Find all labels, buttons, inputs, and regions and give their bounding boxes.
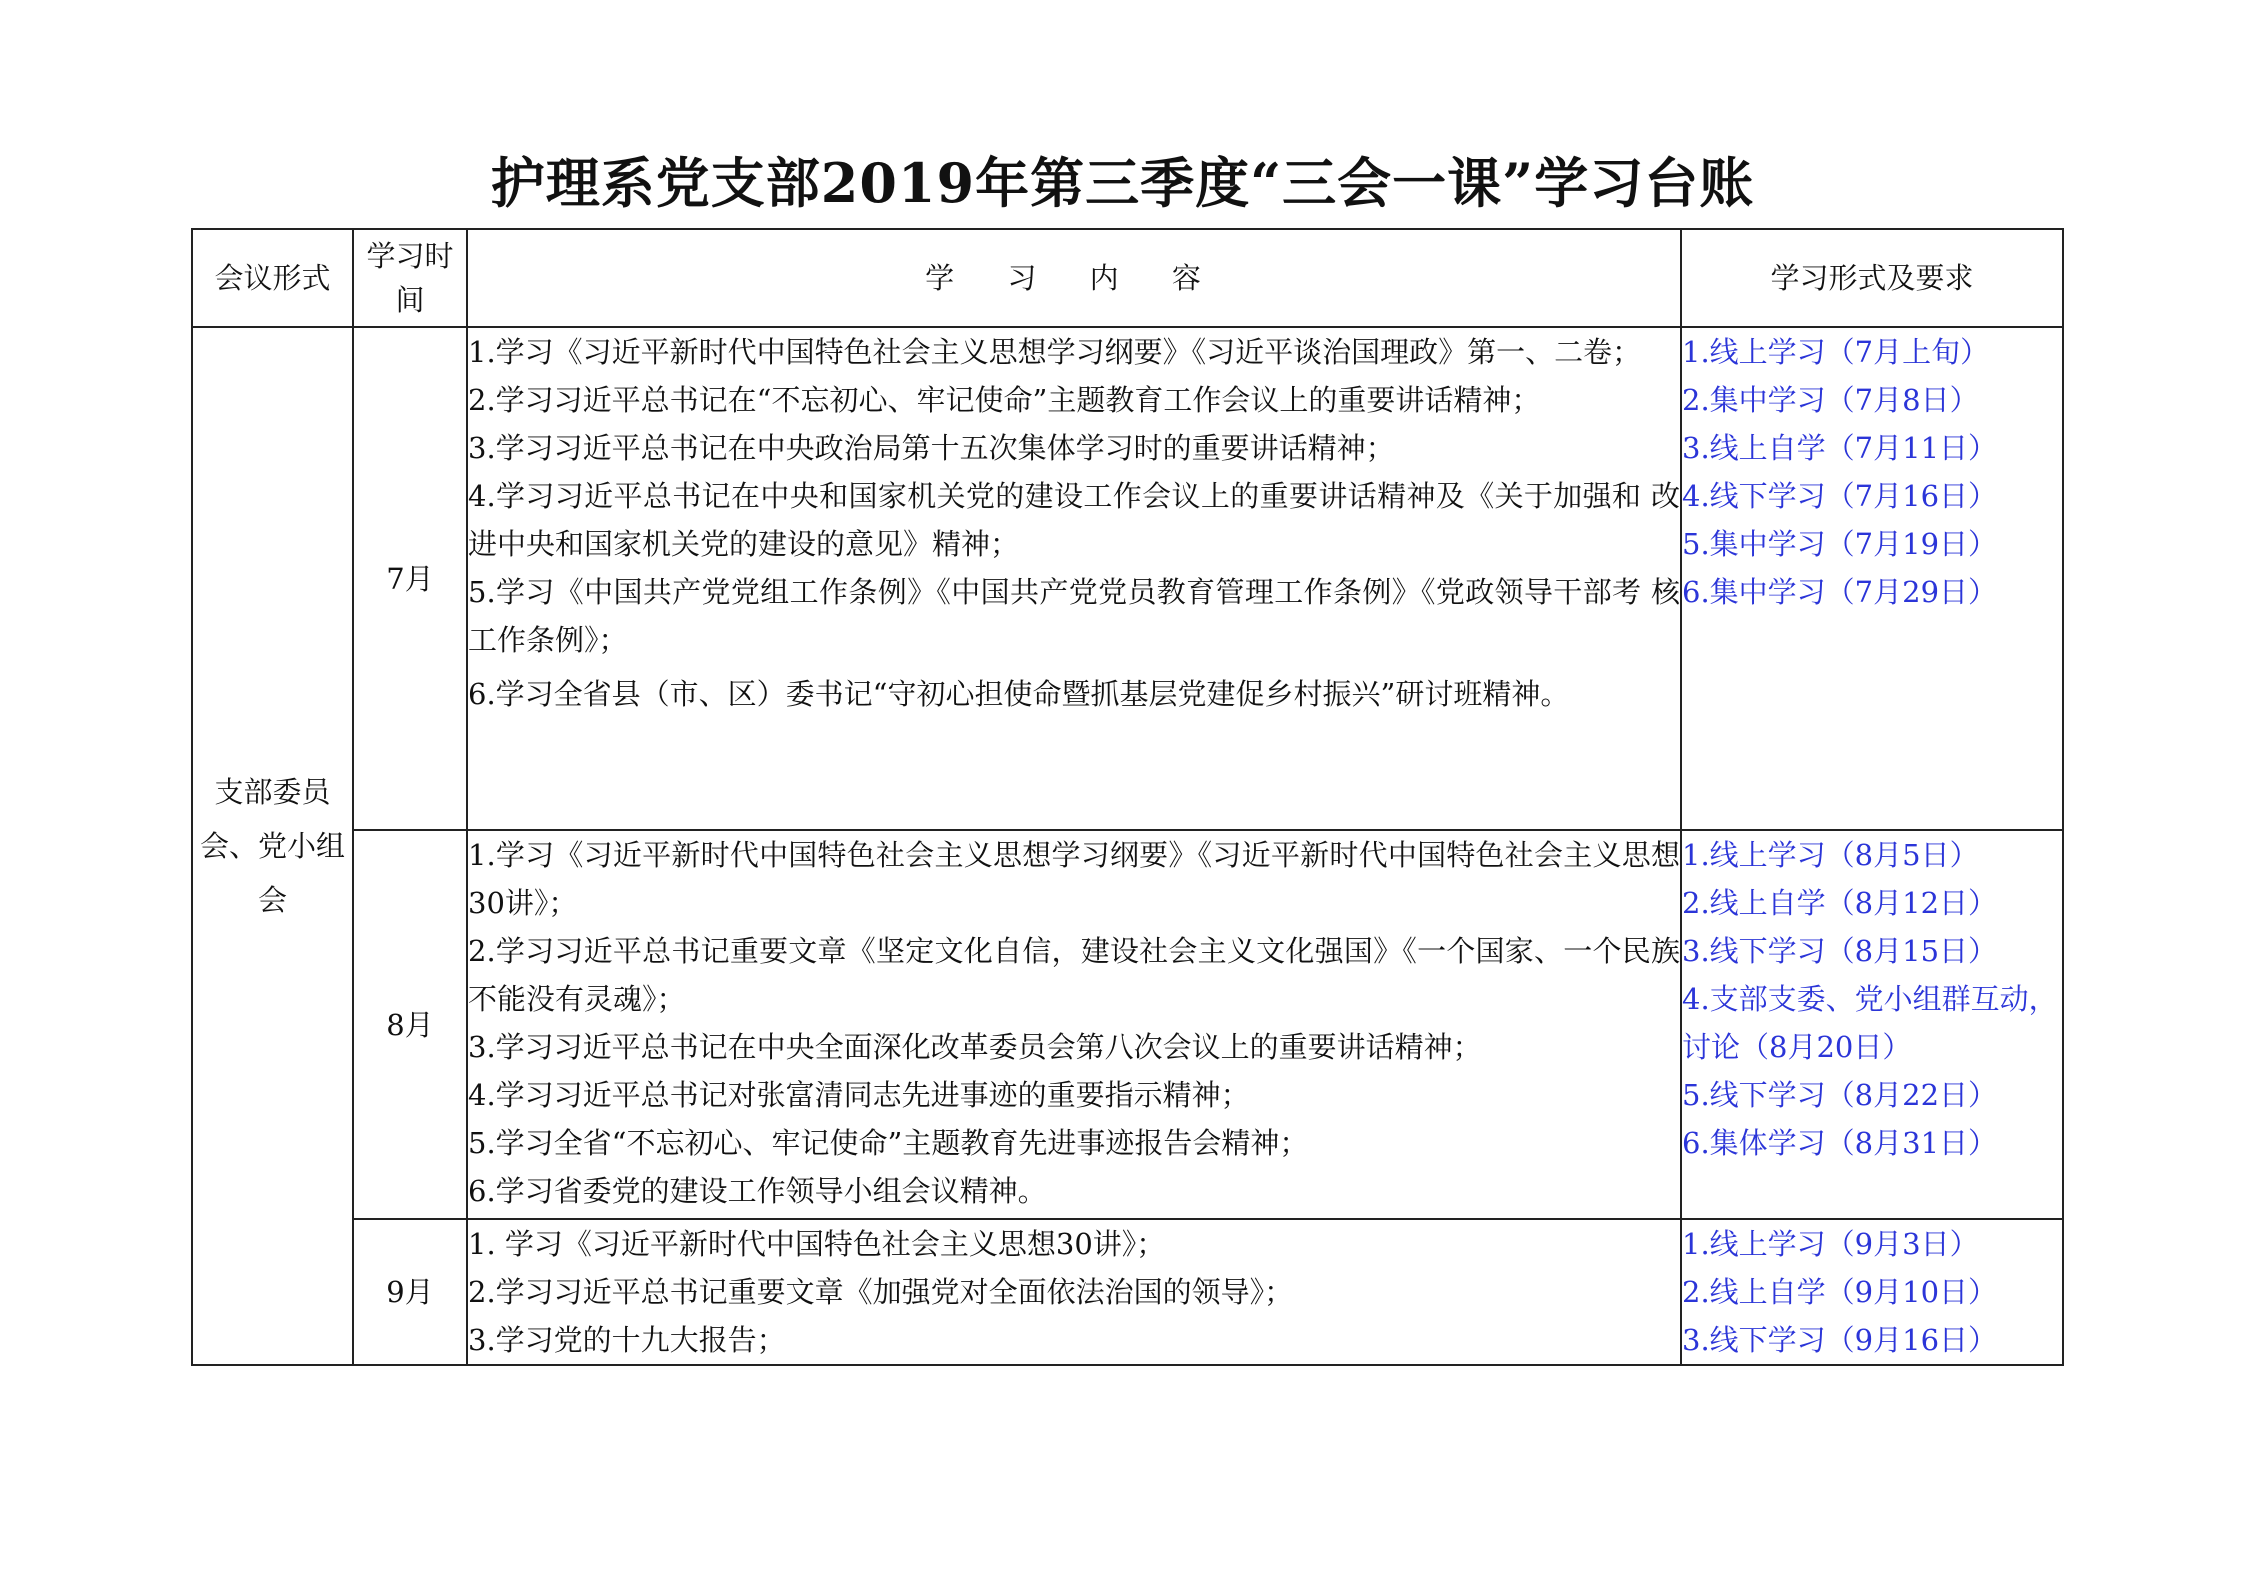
content-item: 2.学习习近平总书记在“不忘初心、牢记使命”主题教育工作会议上的重要讲话精神； xyxy=(468,383,1541,417)
content-cell-july xyxy=(467,327,1681,830)
requirement-item: 4.支部支委、党小组群互动，讨论（8月20日） xyxy=(1682,982,2058,1064)
month-cell-september: 9月 xyxy=(353,1219,467,1365)
requirement-item: 5.线下学习（8月22日） xyxy=(1682,1078,1998,1112)
content-item: 4.学习习近平总书记在中央和国家机关党的建设工作会议上的重要讲话精神及《关于加强和 改进中央和国家机关党的建设的意见》精神； xyxy=(468,479,1680,561)
header-meeting-form: 会议形式 xyxy=(192,229,353,327)
content-item: 2.学习习近平总书记重要文章《坚定文化自信，建设社会主义文化强国》《一个国家、一个民族不能没有灵魂》； xyxy=(468,934,1680,1016)
requirement-item: 2.线上自学（8月12日） xyxy=(1682,886,1998,920)
requirement-item: 1.线上学习（9月3日） xyxy=(1682,1227,1979,1261)
requirement-item: 6.集中学习（7月29日） xyxy=(1682,575,1998,609)
requirement-item: 2.集中学习（7月8日） xyxy=(1682,383,1979,417)
requirement-item: 3.线下学习（8月15日） xyxy=(1682,934,1998,968)
content-cell-september xyxy=(467,1219,1681,1365)
table-row-july xyxy=(192,327,2063,830)
requirement-item: 4.线下学习（7月16日） xyxy=(1682,479,1998,513)
requirement-item: 3.线上自学（7月11日） xyxy=(1682,431,1998,465)
month-cell-august: 8月 xyxy=(353,830,467,1219)
header-study-content: 学 习 内 容 xyxy=(467,229,1681,327)
content-item: 1.学习《习近平新时代中国特色社会主义思想学习纲要》《习近平谈治国理政》第一、二卷； xyxy=(468,335,1642,369)
month-cell-july: 7月 xyxy=(353,327,467,830)
page-title: 护理系党支部2019年第三季度“三会一课”学习台账 xyxy=(490,151,1755,215)
content-item: 3.学习习近平总书记在中央政治局第十五次集体学习时的重要讲话精神； xyxy=(468,431,1395,465)
requirement-item: 1.线上学习（7月上旬） xyxy=(1682,335,1990,369)
requirements-cell-september xyxy=(1681,1219,2063,1365)
header-study-time: 学习时间 xyxy=(353,229,467,327)
requirement-item: 1.线上学习（8月5日） xyxy=(1682,838,1979,872)
content-cell-august xyxy=(467,830,1681,1219)
content-item: 3.学习习近平总书记在中央全面深化改革委员会第八次会议上的重要讲话精神； xyxy=(468,1030,1482,1064)
requirements-cell-july xyxy=(1681,327,2063,830)
study-ledger-table xyxy=(191,228,2064,1366)
content-item: 6.学习全省县（市、区）委书记“守初心担使命暨抓基层党建促乡村振兴”研讨班精神。 xyxy=(468,677,1570,711)
content-item: 1. 学习《习近平新时代中国特色社会主义思想30讲》； xyxy=(468,1227,1166,1261)
requirements-cell-august xyxy=(1681,830,2063,1219)
table-row-september xyxy=(192,1219,2063,1365)
content-item: 6.学习省委党的建设工作领导小组会议精神。 xyxy=(468,1174,1047,1208)
content-item: 4.学习习近平总书记对张富清同志先进事迹的重要指示精神； xyxy=(468,1078,1250,1112)
content-item: 3.学习党的十九大报告； xyxy=(468,1323,786,1357)
requirement-item: 5.集中学习（7月19日） xyxy=(1682,527,1998,561)
content-item: 5.学习全省“不忘初心、牢记使命”主题教育先进事迹报告会精神； xyxy=(468,1126,1309,1160)
table-header-row xyxy=(192,229,2063,327)
content-item: 2.学习习近平总书记重要文章《加强党对全面依法治国的领导》； xyxy=(468,1275,1294,1309)
requirement-item: 6.集体学习（8月31日） xyxy=(1682,1126,1998,1160)
requirement-item: 2.线上自学（9月10日） xyxy=(1682,1275,1998,1309)
content-item: 1.学习《习近平新时代中国特色社会主义思想学习纲要》《习近平新时代中国特色社会主义思想30讲》； xyxy=(468,838,1680,920)
meeting-form-cell: 支部委员会、党小组会 xyxy=(192,327,353,1365)
table-row-august xyxy=(192,830,2063,1219)
content-item: 5.学习《中国共产党党组工作条例》《中国共产党党员教育管理工作条例》《党政领导干部考 核工作条例》； xyxy=(468,575,1680,657)
header-study-form-requirements: 学习形式及要求 xyxy=(1681,229,2063,327)
requirement-item: 3.线下学习（9月16日） xyxy=(1682,1323,1998,1357)
